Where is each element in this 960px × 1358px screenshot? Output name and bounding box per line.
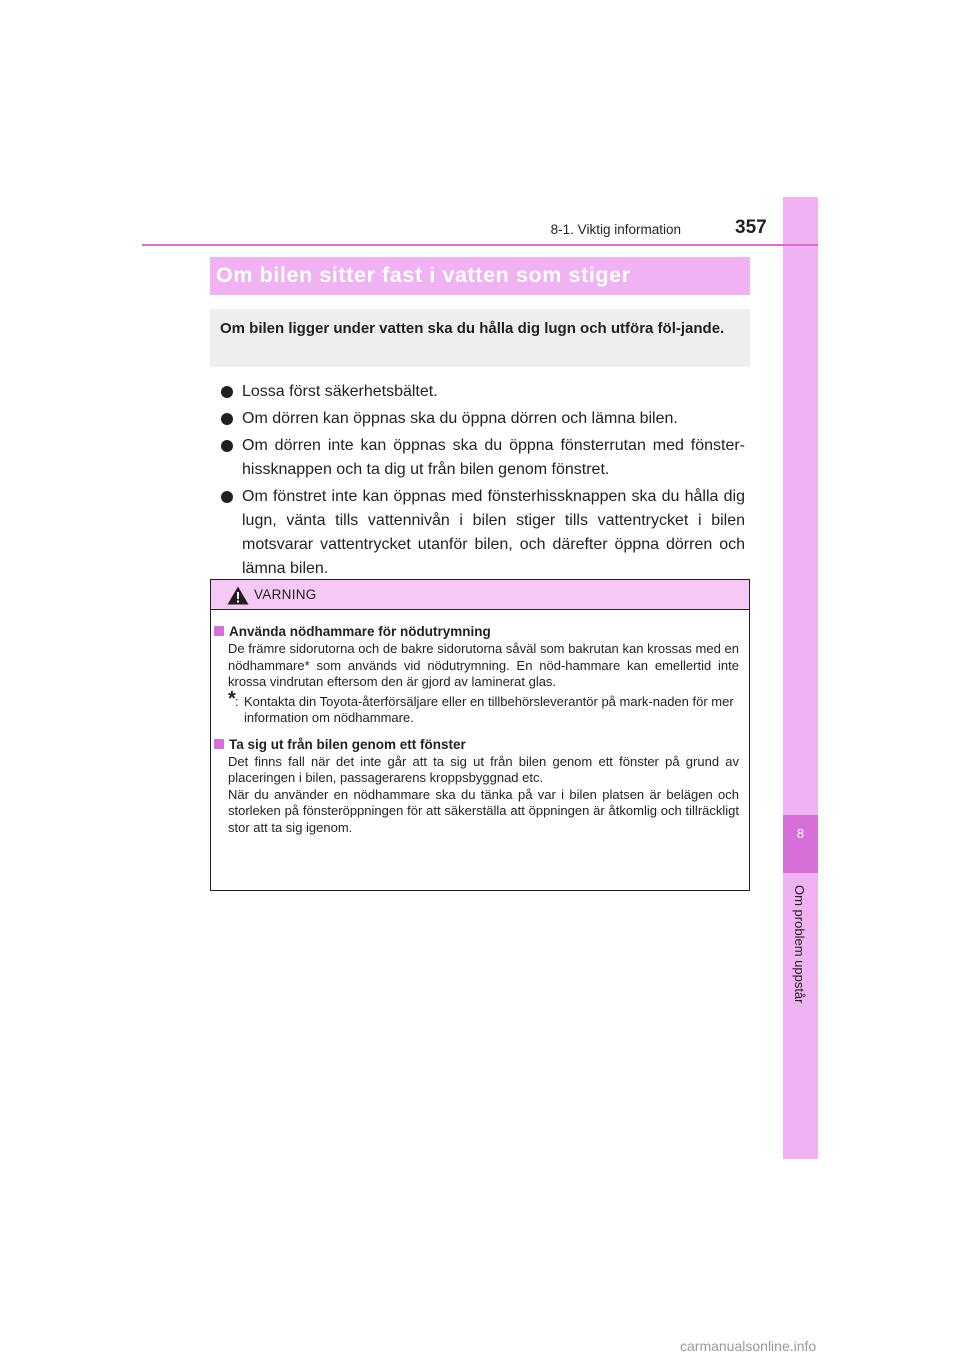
list-item <box>221 407 745 431</box>
header-section: 8-1. Viktig information <box>550 222 681 237</box>
footnote-text: Kontakta din Toyota-återförsäljare eller en tillbehörsleverantör på mark-naden för mer information om nödhammare. <box>244 693 734 725</box>
bullet-icon <box>221 440 233 452</box>
warning-section-text: När du använder en nödhammare ska du tänka på var i bilen platsen är belägen och storleken på fönsteröppningen för att säkerställa att öppningen är åtkomlig och tillräckligt stor att ta sig igenom. <box>228 786 739 835</box>
header-rule <box>142 244 818 246</box>
page-number: 357 <box>735 217 767 238</box>
bullet-list <box>221 380 745 584</box>
bullet-icon <box>221 413 233 425</box>
square-bullet-icon <box>214 626 224 636</box>
warning-section <box>211 735 749 837</box>
list-item-text: Om dörren inte kan öppnas ska du öppna fönsterrutan med fönster-hissknappen och ta dig ut från bilen genom fönstret. <box>242 437 745 478</box>
footnote-colon: : <box>235 693 239 709</box>
section-title-bar <box>210 257 750 295</box>
warning-section-text: De främre sidorutorna och de bakre sidorutorna såväl som bakrutan kan krossas med en nödhammare* som används vid nödutrymning. En nöd-hammare kan emellertid inte krossa vindrutan eftersom den är gjord av laminerat glas. <box>228 641 739 689</box>
warning-title: VARNING <box>254 587 317 602</box>
list-item-text: Lossa först säkerhetsbältet. <box>242 383 438 400</box>
warning-header <box>211 580 749 610</box>
list-item <box>221 485 745 581</box>
list-item <box>221 380 745 404</box>
warning-section-heading <box>214 735 749 754</box>
intro-text: Om bilen ligger under vatten ska du hålla dig lugn och utföra föl-jande. <box>220 320 725 337</box>
warning-body <box>211 622 749 844</box>
warning-section-heading-text: Ta sig ut från bilen genom ett fönster <box>229 736 466 752</box>
bullet-icon <box>221 386 233 398</box>
footer-watermark: carmanualsonline.info <box>680 1338 817 1354</box>
list-item <box>221 434 745 482</box>
list-item-text: Om dörren kan öppnas ska du öppna dörren och lämna bilen. <box>242 410 678 427</box>
side-chapter-tab <box>783 197 818 1159</box>
bullet-icon <box>221 491 233 503</box>
square-bullet-icon <box>214 739 224 749</box>
chapter-number: 8 <box>796 826 805 841</box>
list-item-text: Om fönstret inte kan öppnas med fönsterhissknappen ska du hålla dig lugn, vänta tills vattennivån i bilen stiger tills vattentrycket i bilen motsvarar vattentrycket utanför bilen, och därefter öppna dörren och lämna bilen. <box>242 488 745 577</box>
side-chapter-tab-active <box>783 815 818 873</box>
intro-box <box>210 309 750 367</box>
warning-box <box>210 579 750 891</box>
section-title: Om bilen sitter fast i vatten som stiger <box>216 263 631 287</box>
chapter-label-text: Om problem uppstår <box>792 885 807 1004</box>
asterisk-icon: * <box>228 687 236 710</box>
warning-triangle-icon <box>227 586 249 605</box>
warning-section-heading <box>214 622 749 641</box>
warning-section <box>211 622 749 727</box>
footnote <box>228 687 739 727</box>
warning-section-text: Det finns fall när det inte går att ta sig ut från bilen genom ett fönster på grund av placeringen i bilen, passagerarens kroppsbyggnad etc. <box>228 753 739 785</box>
warning-section-heading-text: Använda nödhammare för nödutrymning <box>229 624 491 639</box>
